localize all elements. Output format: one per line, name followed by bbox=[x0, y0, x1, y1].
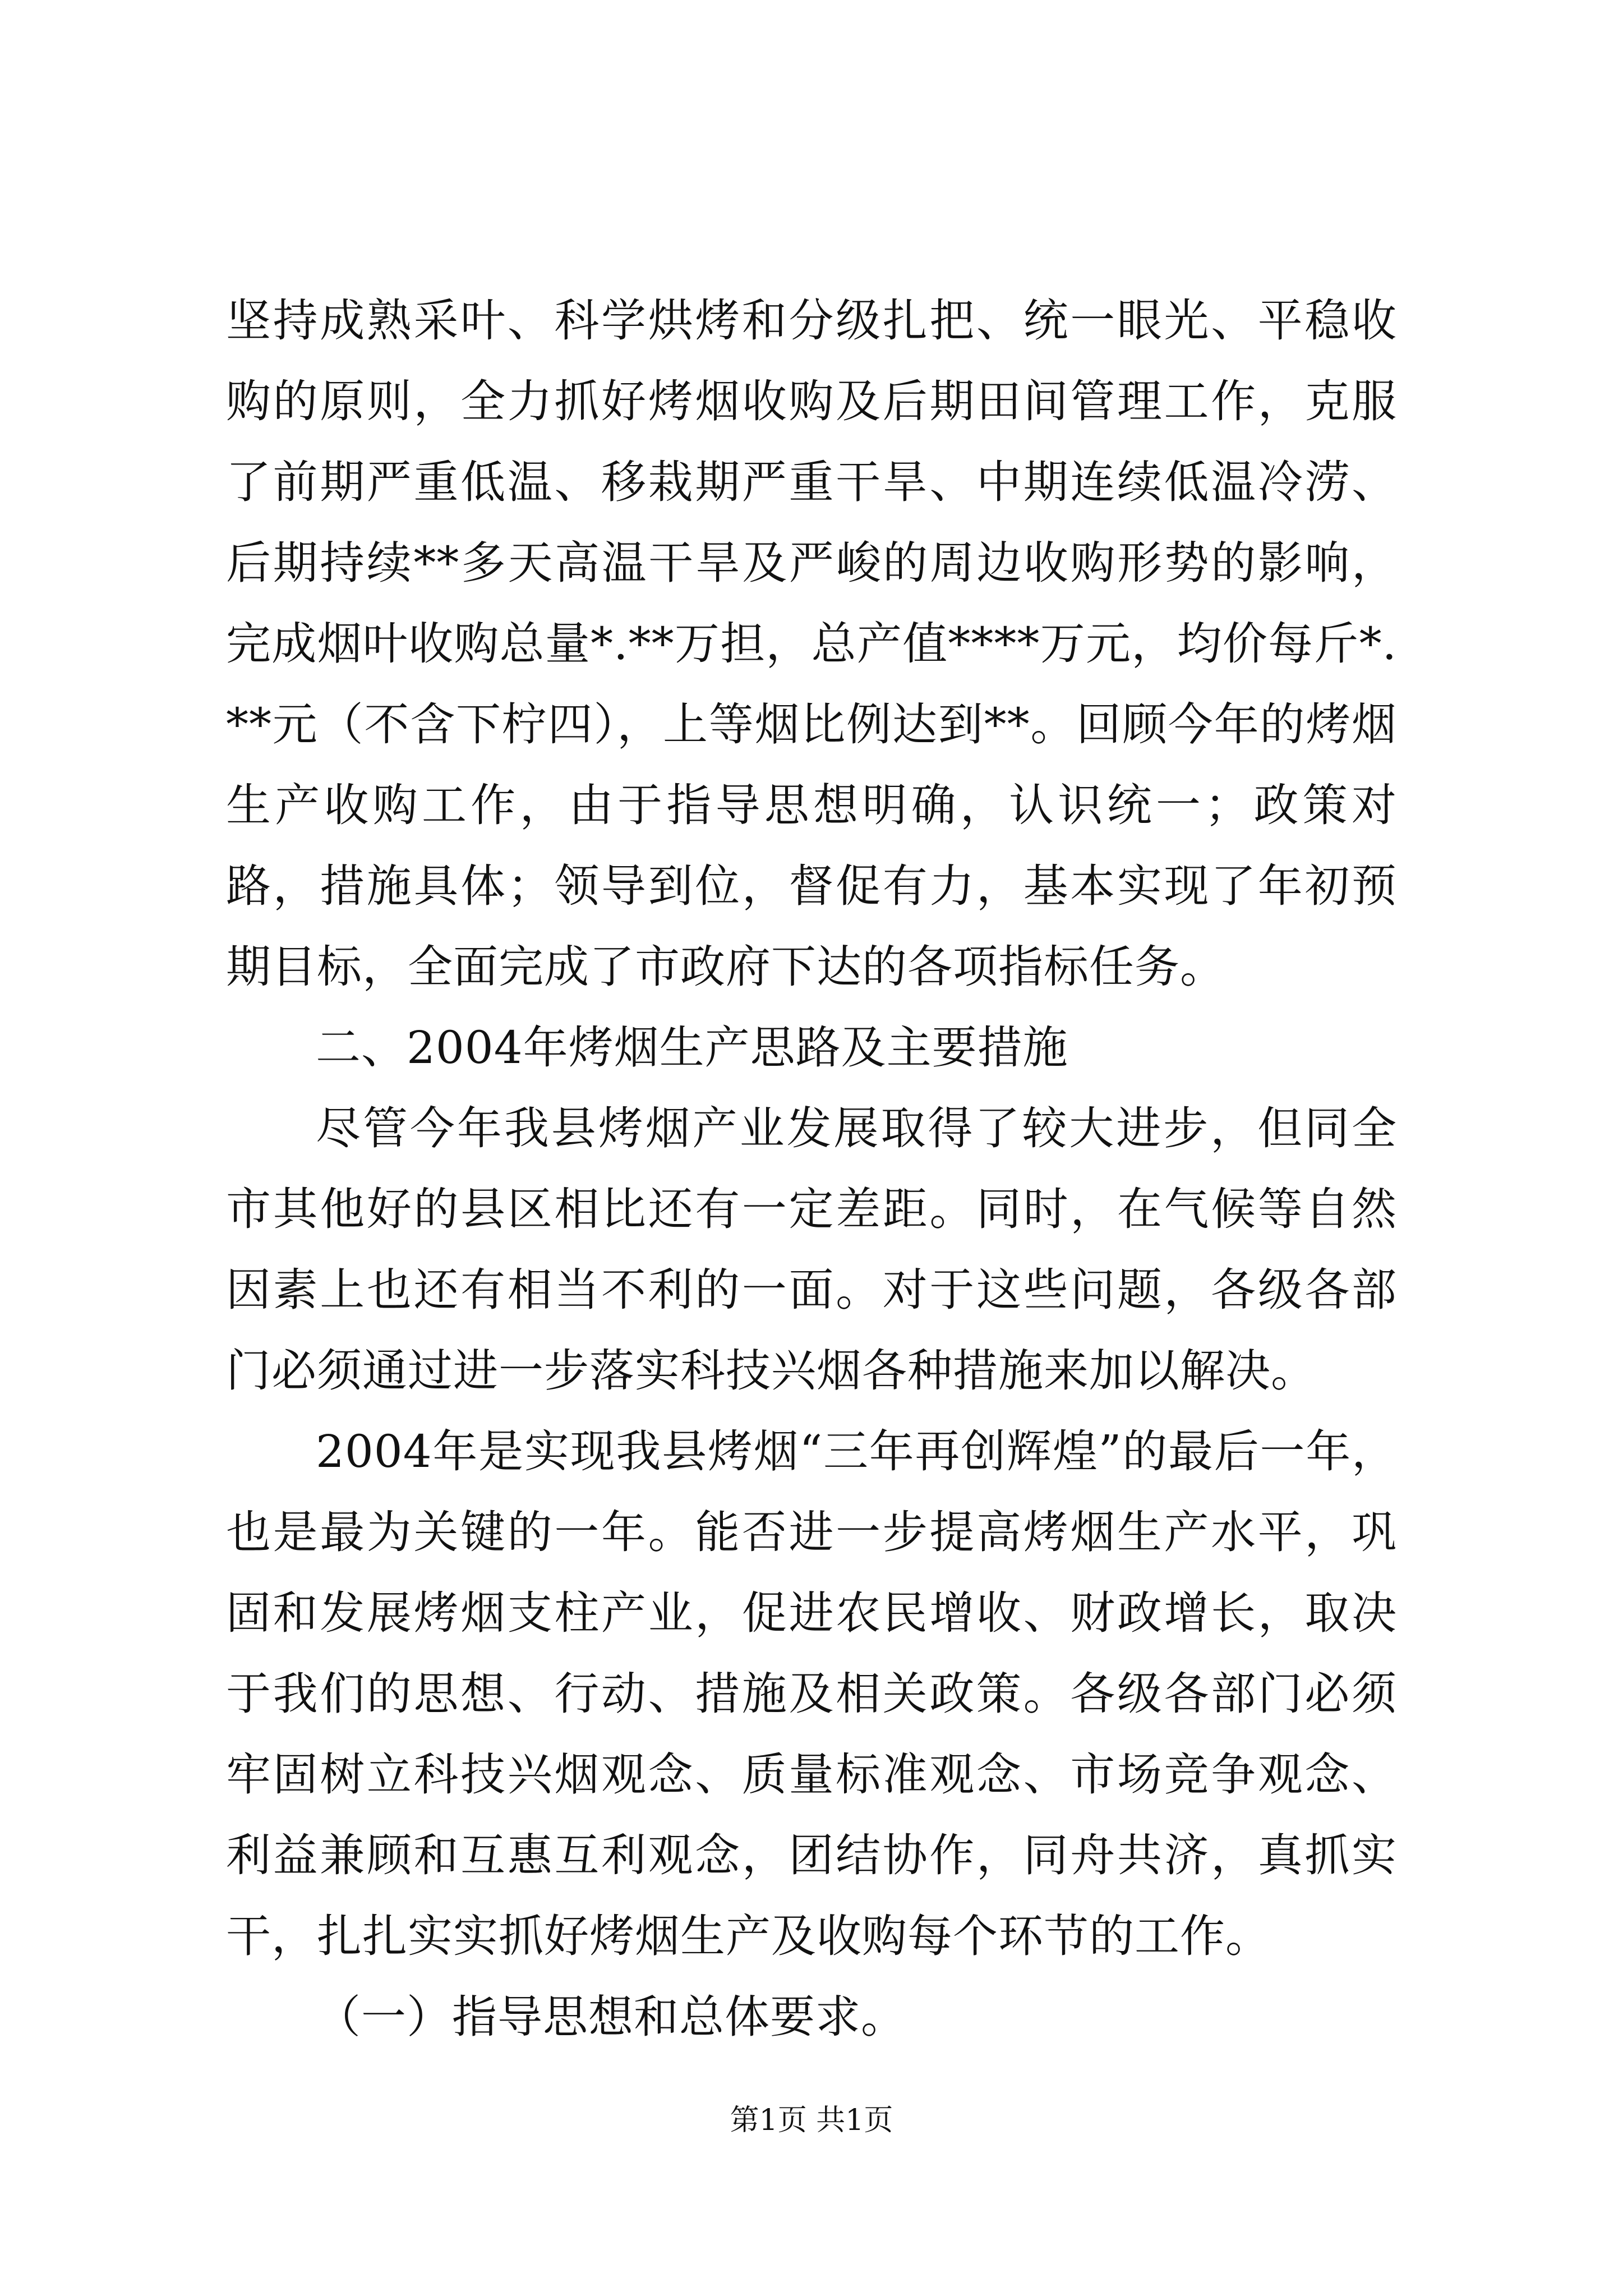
paragraph-2004-key-year: 2004年是实现我县烤烟“三年再创辉煌”的最后一年，也是最为关键的一年。能否进一步提高烤烟生产水平，巩固和发展烤烟支柱产业，促进农民增收、财政增长，取决于我们的思想、行动、措施及相关政策。各级各部门必须牢固树立科技兴烟观念、质量标准观念、市场竞争观念、利益兼顾和互惠互利观念，团结协作，同舟共济，真抓实干，扎扎实实抓好烤烟生产及收购每个环节的工作。 bbox=[226, 1425, 1397, 1962]
page-footer: 第1页 共1页 bbox=[730, 2104, 893, 2137]
section-heading-2004-plan: 二、2004年烤烟生产思路及主要措施 bbox=[316, 1022, 1068, 1074]
document-body bbox=[226, 280, 1397, 2058]
subsection-heading-guiding-ideology: （一）指导思想和总体要求。 bbox=[316, 1991, 906, 2043]
paragraph-tobacco-purchase-review: 坚持成熟采叶、科学烘烤和分级扎把、统一眼光、平稳收购的原则，全力抓好烤烟收购及后期田间管理工作，克服了前期严重低温、移栽期严重干旱、中期连续低温冷涝、后期持续**多天高温干旱及严峻的周边收购形势的影响，完成烟叶收购总量*.**万担，总产值****万元，均价每斤*.**元（不含下柠四），上等烟比例达到**。回顾今年的烤烟生产收购工作，由于指导思想明确，认识统一；政策对路，措施具体；领导到位，督促有力，基本实现了年初预期目标，全面完成了市政府下达的各项指标任务。 bbox=[226, 295, 1397, 993]
paragraph-progress-gap: 尽管今年我县烤烟产业发展取得了较大进步，但同全市其他好的县区相比还有一定差距。同时，在气候等自然因素上也还有相当不利的一面。对于这些问题，各级各部门必须通过进一步落实科技兴烟各种措施来加以解决。 bbox=[226, 1102, 1397, 1397]
